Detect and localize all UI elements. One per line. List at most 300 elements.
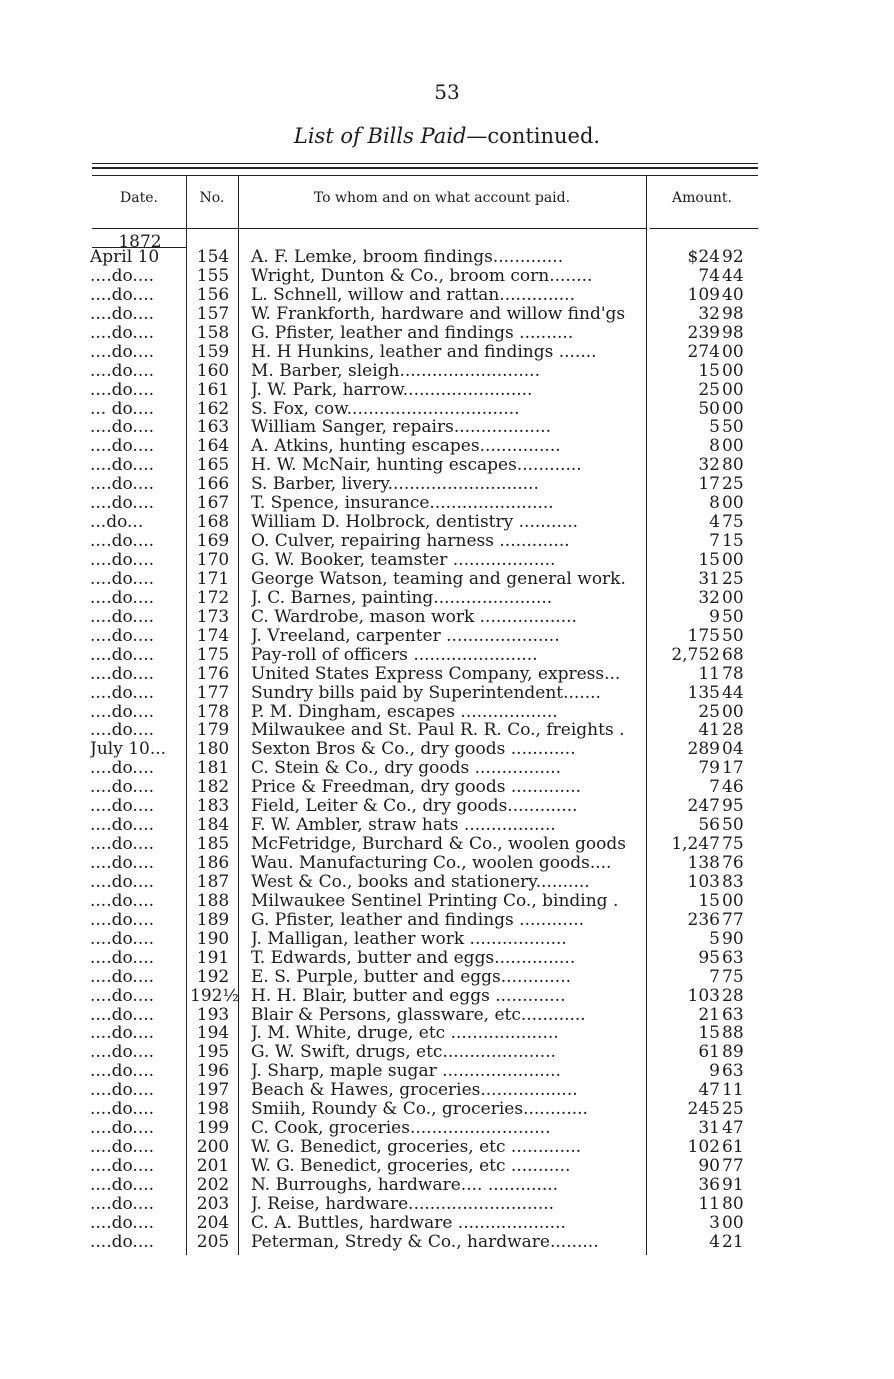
row-description: S. Barber, livery............................ xyxy=(251,475,539,495)
row-date: ....do.... xyxy=(90,645,155,665)
row-date: ....do.... xyxy=(90,418,155,438)
row-date: ....do.... xyxy=(90,835,155,855)
row-number: 181 xyxy=(196,758,230,779)
row-description: Wau. Manufacturing Co., woolen goods.... xyxy=(251,854,612,873)
row-description: G. Pfister, leather and findings ............ xyxy=(251,910,585,930)
row-dollars: 239 xyxy=(687,322,720,343)
row-date: ...do... xyxy=(90,513,144,533)
table-row xyxy=(0,721,894,740)
table-row xyxy=(0,778,894,797)
row-date: ....do.... xyxy=(90,1175,155,1195)
row-cents: 80 xyxy=(722,1193,744,1214)
row-description: Smiih, Roundy & Co., groceries............ xyxy=(251,1100,588,1120)
table-row xyxy=(0,343,894,362)
row-dollars: 15 xyxy=(698,550,720,570)
row-dollars: 289 xyxy=(687,739,720,760)
header-bottom-rule xyxy=(186,228,238,229)
table-row xyxy=(0,1043,894,1062)
row-description: N. Burroughs, hardware.... ............. xyxy=(251,1175,559,1195)
row-date: ....do.... xyxy=(90,1062,155,1082)
row-cents: 95 xyxy=(722,796,744,817)
row-description: T. Spence, insurance....................... xyxy=(251,494,554,514)
table-row xyxy=(0,1157,894,1176)
row-number: 173 xyxy=(196,606,230,627)
row-dollars: 103 xyxy=(687,985,720,1006)
row-description: J. Reise, hardware........................... xyxy=(251,1194,555,1214)
row-dollars: 95 xyxy=(698,947,720,968)
row-cents: 00 xyxy=(722,493,744,514)
row-dollars: 56 xyxy=(698,815,720,836)
table-row xyxy=(0,703,894,722)
row-cents: 00 xyxy=(722,890,744,911)
table-row xyxy=(0,248,894,267)
row-cents: 61 xyxy=(722,1137,744,1158)
page-number: 53 xyxy=(434,80,460,104)
row-number: 185 xyxy=(196,834,230,855)
row-dollars: 3 xyxy=(709,1212,720,1233)
row-number: 202 xyxy=(196,1174,230,1195)
row-date: ....do.... xyxy=(90,967,155,987)
row-dollars: 90 xyxy=(698,1156,720,1176)
row-number: 203 xyxy=(196,1193,230,1214)
bills-table xyxy=(0,248,894,1252)
table-row xyxy=(0,797,894,816)
table-row xyxy=(0,608,894,627)
row-dollars: 4 xyxy=(709,512,720,533)
row-dollars: 50 xyxy=(698,398,720,419)
row-cents: 21 xyxy=(722,1231,744,1252)
row-dollars: 74 xyxy=(698,265,720,286)
row-cents: 98 xyxy=(722,303,744,324)
row-cents: 44 xyxy=(722,682,744,703)
row-description: C. Wardrobe, mason work .................. xyxy=(251,607,577,627)
row-dollars: 21 xyxy=(698,1004,720,1025)
row-description: H. W. McNair, hunting escapes............ xyxy=(251,456,582,476)
table-row xyxy=(0,400,894,419)
row-dollars: 47 xyxy=(698,1080,720,1101)
row-number: 156 xyxy=(196,284,230,305)
row-number: 194 xyxy=(196,1023,230,1044)
row-number: 176 xyxy=(196,663,230,684)
row-number: 179 xyxy=(196,720,230,741)
row-date: ....do.... xyxy=(90,721,155,741)
page-title xyxy=(0,124,894,148)
row-dollars: 4 xyxy=(709,1231,720,1252)
table-row xyxy=(0,1006,894,1025)
row-date: ....do.... xyxy=(90,285,155,305)
row-cents: 83 xyxy=(722,871,744,892)
row-date: ....do.... xyxy=(90,456,155,476)
row-number: 196 xyxy=(196,1061,230,1082)
table-row xyxy=(0,324,894,343)
row-date: ....do.... xyxy=(90,702,155,722)
row-cents: 75 xyxy=(722,834,744,855)
row-description: McFetridge, Burchard & Co., woolen goods xyxy=(251,835,626,855)
row-cents: 50 xyxy=(722,606,744,627)
row-number: 170 xyxy=(196,550,230,570)
table-row xyxy=(0,1233,894,1252)
row-cents: 90 xyxy=(722,928,744,949)
row-date: ....do.... xyxy=(90,1100,155,1120)
row-cents: 63 xyxy=(722,1061,744,1082)
row-description: W. G. Benedict, groceries, etc ............. xyxy=(251,1138,582,1158)
table-row xyxy=(0,835,894,854)
row-dollars: 247 xyxy=(687,796,720,817)
row-dollars: $24 xyxy=(687,247,720,267)
row-cents: 28 xyxy=(722,720,744,741)
row-dollars: 17 xyxy=(698,474,720,495)
year-label: 1872 xyxy=(118,232,162,252)
header-amount: Amount. xyxy=(672,190,732,206)
table-row xyxy=(0,494,894,513)
row-description: J. Vreeland, carpenter ..................... xyxy=(251,626,560,646)
row-date: ....do.... xyxy=(90,891,155,911)
row-description: J. M. White, druge, etc .................... xyxy=(251,1024,559,1044)
row-dollars: 9 xyxy=(709,606,720,627)
row-date: ....do.... xyxy=(90,948,155,968)
row-date: ....do.... xyxy=(90,1138,155,1158)
row-number: 172 xyxy=(196,587,230,608)
row-cents: 50 xyxy=(722,417,744,438)
row-date: ....do.... xyxy=(90,872,155,892)
table-row xyxy=(0,1062,894,1081)
row-description: F. W. Ambler, straw hats ................. xyxy=(251,816,556,836)
top-rule-2 xyxy=(92,167,758,169)
row-number: 193 xyxy=(196,1004,230,1025)
row-cents: 76 xyxy=(722,853,744,873)
row-number: 160 xyxy=(196,360,230,381)
row-cents: 63 xyxy=(722,947,744,968)
row-cents: 50 xyxy=(722,815,744,836)
row-description: Pay-roll of officers ....................... xyxy=(251,645,538,665)
table-row xyxy=(0,873,894,892)
header-bottom-rule xyxy=(92,228,186,229)
row-cents: 92 xyxy=(722,247,744,267)
row-description: J. Sharp, maple sugar ...................... xyxy=(251,1062,561,1082)
row-number: 184 xyxy=(196,815,230,836)
row-cents: 00 xyxy=(722,550,744,570)
row-cents: 98 xyxy=(722,322,744,343)
row-cents: 89 xyxy=(722,1042,744,1063)
row-cents: 28 xyxy=(722,985,744,1006)
table-row xyxy=(0,1024,894,1043)
row-dollars: 15 xyxy=(698,1023,720,1044)
row-dollars: 61 xyxy=(698,1042,720,1063)
row-number: 169 xyxy=(196,531,230,552)
row-description: William Sanger, repairs.................. xyxy=(251,418,552,438)
table-row xyxy=(0,286,894,305)
table-row xyxy=(0,854,894,873)
row-description: West & Co., books and stationery.......... xyxy=(251,872,590,892)
header-top-rule xyxy=(92,175,758,176)
row-cents: 40 xyxy=(722,284,744,305)
row-cents: 77 xyxy=(722,1156,744,1176)
row-dollars: 41 xyxy=(698,720,720,741)
title-italic: List of Bills Paid xyxy=(293,124,467,148)
table-row xyxy=(0,1100,894,1119)
row-date: ....do.... xyxy=(90,1232,155,1252)
row-description: W. G. Benedict, groceries, etc ........... xyxy=(251,1157,571,1176)
row-number: 190 xyxy=(196,928,230,949)
row-number: 205 xyxy=(196,1231,230,1252)
row-dollars: 7 xyxy=(709,777,720,798)
row-date: ....do.... xyxy=(90,304,155,324)
row-date: ....do.... xyxy=(90,588,155,608)
row-dollars: 11 xyxy=(698,663,720,684)
row-description: L. Schnell, willow and rattan.............. xyxy=(251,285,575,305)
row-date: ....do.... xyxy=(90,569,155,589)
row-cents: 25 xyxy=(722,1099,744,1120)
row-cents: 11 xyxy=(722,1080,744,1101)
row-description: A. Atkins, hunting escapes............... xyxy=(251,437,561,457)
row-description: M. Barber, sleigh.......................... xyxy=(251,361,540,381)
row-description: W. Frankforth, hardware and willow find'gs xyxy=(251,304,626,324)
row-date: ....do.... xyxy=(90,342,155,362)
table-row xyxy=(0,759,894,778)
row-number: 191 xyxy=(196,947,230,968)
table-row xyxy=(0,551,894,570)
row-number: 167 xyxy=(196,493,230,514)
table-row xyxy=(0,1081,894,1100)
row-dollars: 138 xyxy=(687,853,720,873)
row-date: ....do.... xyxy=(90,1081,155,1101)
row-cents: 04 xyxy=(722,739,744,760)
table-row xyxy=(0,646,894,665)
row-cents: 75 xyxy=(722,966,744,987)
table-row xyxy=(0,930,894,949)
top-rule-1 xyxy=(92,163,758,164)
row-description: C. Stein & Co., dry goods ................ xyxy=(251,759,562,779)
table-row xyxy=(0,589,894,608)
row-dollars: 103 xyxy=(687,871,720,892)
row-number: 183 xyxy=(196,796,230,817)
row-cents: 47 xyxy=(722,1118,744,1139)
header-bottom-rule xyxy=(650,228,758,229)
row-number: 164 xyxy=(196,436,230,457)
row-description: E. S. Purple, butter and eggs............. xyxy=(251,967,572,987)
row-number: 204 xyxy=(196,1212,230,1233)
row-date: ....do.... xyxy=(90,664,155,684)
row-date: ....do.... xyxy=(90,910,155,930)
row-number: 166 xyxy=(196,474,230,495)
row-description: Milwaukee and St. Paul R. R. Co., freights . xyxy=(251,721,625,741)
row-date: ....do.... xyxy=(90,532,155,552)
row-dollars: 11 xyxy=(698,1193,720,1214)
table-row xyxy=(0,437,894,456)
table-row xyxy=(0,1176,894,1195)
row-cents: 00 xyxy=(722,379,744,400)
row-dollars: 109 xyxy=(687,284,720,305)
row-description: Beach & Hawes, groceries.................. xyxy=(251,1081,578,1101)
table-row xyxy=(0,381,894,400)
row-description: G. W. Swift, drugs, etc..................... xyxy=(251,1043,556,1063)
table-row xyxy=(0,816,894,835)
row-description: G. Pfister, leather and findings .......... xyxy=(251,323,574,343)
row-cents: 00 xyxy=(722,1212,744,1233)
row-date: ... do.... xyxy=(90,399,155,419)
row-date: ....do.... xyxy=(90,607,155,627)
row-dollars: 274 xyxy=(687,341,720,362)
row-number: 162 xyxy=(196,398,230,419)
row-cents: 00 xyxy=(722,398,744,419)
row-number: 161 xyxy=(196,379,230,400)
row-description: J. C. Barnes, painting...................... xyxy=(251,588,553,608)
row-number: 197 xyxy=(196,1080,230,1101)
row-description: United States Express Company, express... xyxy=(251,664,621,684)
row-description: Sexton Bros & Co., dry goods ............ xyxy=(251,740,576,760)
row-number: 175 xyxy=(196,644,230,665)
row-date: ....do.... xyxy=(90,323,155,343)
table-row xyxy=(0,570,894,589)
row-dollars: 31 xyxy=(698,1118,720,1139)
row-number: 154 xyxy=(196,247,230,267)
row-description: G. W. Booker, teamster ................... xyxy=(251,551,556,570)
row-date: ....do.... xyxy=(90,437,155,457)
row-date: ....do.... xyxy=(90,1213,155,1233)
table-row xyxy=(0,911,894,930)
row-description: A. F. Lemke, broom findings............. xyxy=(251,248,564,267)
table-row xyxy=(0,665,894,684)
row-number: 163 xyxy=(196,417,230,438)
row-cents: 78 xyxy=(722,663,744,684)
table-row xyxy=(0,532,894,551)
row-dollars: 31 xyxy=(698,568,720,589)
row-number: 168 xyxy=(196,512,230,533)
row-number: 189 xyxy=(196,909,230,930)
table-row xyxy=(0,968,894,987)
row-dollars: 25 xyxy=(698,379,720,400)
row-dollars: 175 xyxy=(687,625,720,646)
row-cents: 88 xyxy=(722,1023,744,1044)
table-row xyxy=(0,1138,894,1157)
row-dollars: 8 xyxy=(709,436,720,457)
row-date: ....do.... xyxy=(90,797,155,817)
row-date: ....do.... xyxy=(90,1194,155,1214)
row-number: 198 xyxy=(196,1099,230,1120)
row-description: S. Fox, cow................................ xyxy=(251,399,520,419)
row-dollars: 7 xyxy=(709,531,720,552)
row-description: Peterman, Stredy & Co., hardware......... xyxy=(251,1232,599,1252)
row-number: 180 xyxy=(196,739,230,760)
row-date: ....do.... xyxy=(90,854,155,873)
row-date: ....do.... xyxy=(90,361,155,381)
table-row xyxy=(0,987,894,1006)
row-date: ....do.... xyxy=(90,494,155,514)
table-row xyxy=(0,892,894,911)
row-dollars: 102 xyxy=(687,1137,720,1158)
row-number: 165 xyxy=(196,455,230,476)
row-cents: 17 xyxy=(722,758,744,779)
row-cents: 46 xyxy=(722,777,744,798)
row-dollars: 2,752 xyxy=(671,644,720,665)
row-description: Price & Freedman, dry goods ............. xyxy=(251,778,582,798)
row-dollars: 245 xyxy=(687,1099,720,1120)
row-date: ....do.... xyxy=(90,1005,155,1025)
row-cents: 50 xyxy=(722,625,744,646)
header-no: No. xyxy=(199,190,225,206)
row-number: 159 xyxy=(196,341,230,362)
row-date: ....do.... xyxy=(90,683,155,703)
row-date: July 10... xyxy=(90,740,167,760)
row-description: Wright, Dunton & Co., broom corn........ xyxy=(251,266,593,286)
row-date: ....do.... xyxy=(90,551,155,570)
row-dollars: 36 xyxy=(698,1174,720,1195)
row-number: 186 xyxy=(196,853,230,873)
row-dollars: 5 xyxy=(709,417,720,438)
row-description: P. M. Dingham, escapes .................. xyxy=(251,702,558,722)
row-description: C. Cook, groceries.......................... xyxy=(251,1119,551,1139)
row-number: 199 xyxy=(196,1118,230,1139)
row-number: 195 xyxy=(196,1042,230,1063)
row-number: 182 xyxy=(196,777,230,798)
row-cents: 63 xyxy=(722,1004,744,1025)
row-date: ....do.... xyxy=(90,759,155,779)
row-dollars: 5 xyxy=(709,928,720,949)
row-dollars: 32 xyxy=(698,303,720,324)
header-description: To whom and on what account paid. xyxy=(313,190,571,206)
row-description: H. H. Blair, butter and eggs ............. xyxy=(251,986,566,1006)
row-date: ....do.... xyxy=(90,475,155,495)
row-number: 187 xyxy=(196,871,230,892)
row-cents: 77 xyxy=(722,909,744,930)
row-description: Field, Leiter & Co., dry goods............. xyxy=(251,797,578,817)
table-row xyxy=(0,456,894,475)
row-number: 157 xyxy=(196,303,230,324)
row-date: ....do.... xyxy=(90,929,155,949)
row-description: O. Culver, repairing harness ............. xyxy=(251,532,570,552)
row-cents: 00 xyxy=(722,701,744,722)
header-bottom-rule xyxy=(238,228,646,229)
row-date: ....do.... xyxy=(90,266,155,286)
row-date: ....do.... xyxy=(90,986,155,1006)
row-dollars: 7 xyxy=(709,966,720,987)
row-cents: 91 xyxy=(722,1174,744,1195)
row-date: ....do.... xyxy=(90,816,155,836)
row-dollars: 135 xyxy=(687,682,720,703)
row-date: April 10 xyxy=(90,248,160,267)
row-description: William D. Holbrock, dentistry ........... xyxy=(251,513,579,533)
row-number: 200 xyxy=(196,1137,230,1158)
row-dollars: 32 xyxy=(698,587,720,608)
row-cents: 25 xyxy=(722,568,744,589)
row-dollars: 79 xyxy=(698,758,720,779)
row-dollars: 25 xyxy=(698,701,720,722)
row-number: 192 xyxy=(196,966,230,987)
table-row xyxy=(0,418,894,437)
row-dollars: 8 xyxy=(709,493,720,514)
row-cents: 25 xyxy=(722,474,744,495)
table-row xyxy=(0,513,894,532)
row-cents: 44 xyxy=(722,265,744,286)
row-cents: 15 xyxy=(722,531,744,552)
row-cents: 00 xyxy=(722,436,744,457)
table-row xyxy=(0,740,894,759)
table-row xyxy=(0,949,894,968)
row-dollars: 236 xyxy=(687,909,720,930)
row-number: 178 xyxy=(196,701,230,722)
row-date: ....do.... xyxy=(90,380,155,400)
row-description: Milwaukee Sentinel Printing Co., binding . xyxy=(251,891,619,911)
row-cents: 75 xyxy=(722,512,744,533)
row-description: Blair & Persons, glassware, etc............ xyxy=(251,1005,586,1025)
row-cents: 68 xyxy=(722,644,744,665)
row-number: 188 xyxy=(196,890,230,911)
table-row xyxy=(0,684,894,703)
row-dollars: 9 xyxy=(709,1061,720,1082)
row-dollars: 15 xyxy=(698,360,720,381)
row-description: George Watson, teaming and general work. xyxy=(251,569,626,589)
header-date: Date. xyxy=(120,190,158,206)
